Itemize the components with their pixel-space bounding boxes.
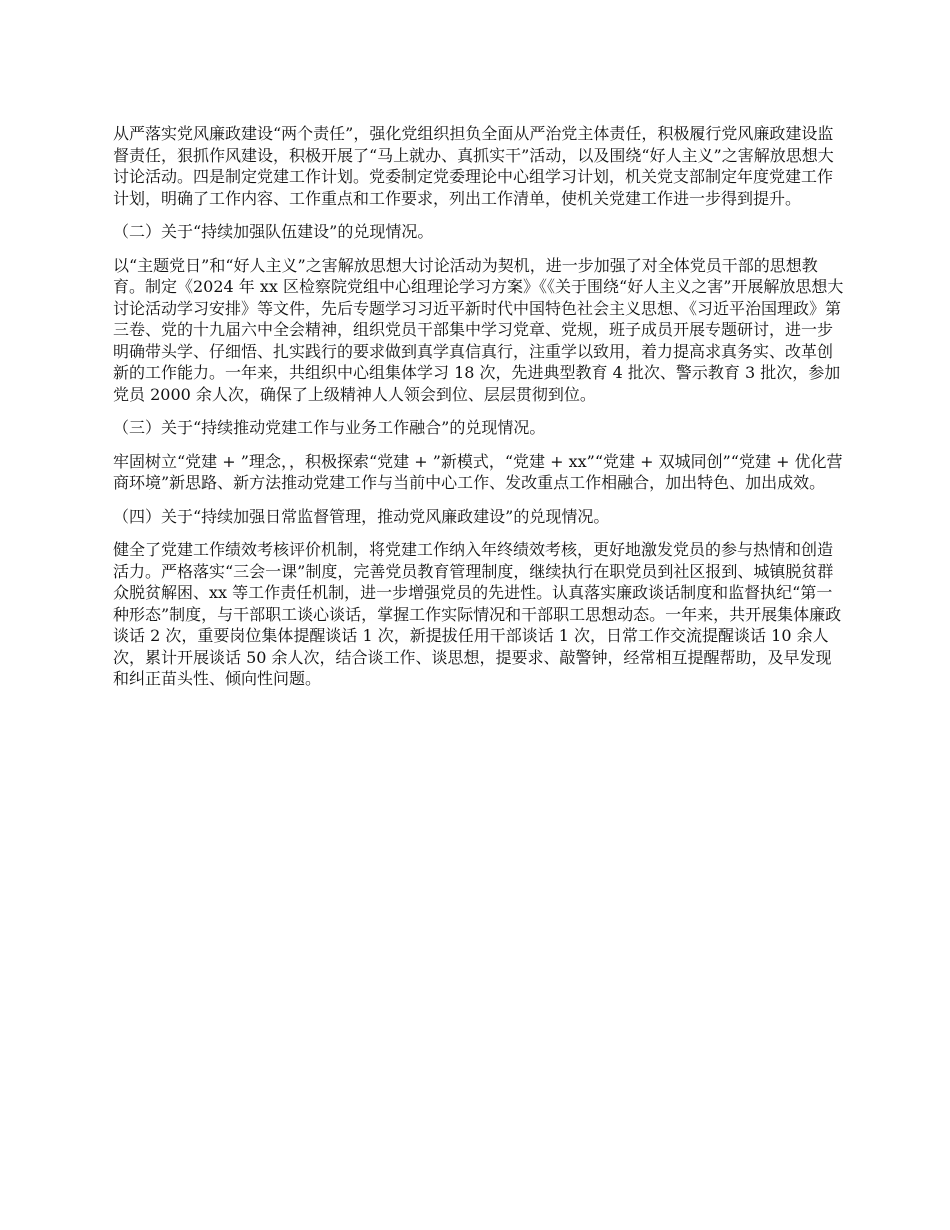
paragraph-party-responsibility: 从严落实党风廉政建设“两个责任”，强化党组织担负全面从严治党主体责任，积极履行党风廉政建设监督责任，狠抓作风建设，积极开展了“马上就办、真抓实干”活动，以及围绕“好人主义”之害解放思想大讨论活动。四是制定党建工作计划。党委制定党委理论中心组学习计划，机关党支部制定年度党建工作计划，明确了工作内容、工作重点和工作要求，列出工作清单，使机关党建工作进一步得到提升。 [113,124,834,208]
section-heading-supervision: （四）关于“持续加强日常监督管理，推动党风廉政建设”的兑现情况。 [113,506,610,526]
section-heading-team-building: （二）关于“持续加强队伍建设”的兑现情况。 [113,222,434,241]
paragraph-supervision: 健全了党建工作绩效考核评价机制，将党建工作纳入年终绩效考核，更好地激发党员的参与热情和创造活力。严格落实“三会一课”制度，完善党员教育管理制度，继续执行在职党员到社区报到、城镇脱贫群众脱贫解困、xx 等工作责任机制，进一步增强党员的先进性。认真落实廉政谈话制度和监督执纪“第一种形态”制度，与干部职工谈心谈话，掌握工作实际情况和干部职工思想动态。一年来，共开展集体廉政谈话 2 次，重要岗位集体提醒谈话 1 次，新提拔任用干部谈话 1 次，日常工作交流提醒谈话 10 余人次，累计开展谈话 50 余人次，结合谈工作、谈思想，提要求、敲警钟，经常相互提醒帮助，及早发现和纠正苗头性、倾向性问题。 [113,540,842,688]
paragraph-integration: 牢固树立“党建 + ”理念，，积极探索“党建 + ”新模式，“党建 + xx”“党建 + 双城同创”“党建 + 优化营商环境”新思路、新方法推动党建工作与当前中心工作、发改重点工作相融合，加出特色、加出成效。 [113,451,843,492]
paragraph-team-building: 以“主题党日”和“好人主义”之害解放思想大讨论活动为契机，进一步加强了对全体党员干部的思想教育。制定《2024 年 xx 区检察院党组中心组理论学习方案》《《关于围绕“好人主义之害”开展解放思想大讨论活动学习安排》等文件，先后专题学习习近平新时代中国特色社会主义思想、《习近平治国理政》第三卷、党的十九届六中全会精神，组织党员干部集中学习党章、党规，班子成员开展专题研讨，进一步明确带头学、仔细悟、扎实践行的要求做到真学真信真行，注重学以致用，着力提高求真务实、改革创新的工作能力。一年来，共组织中心组集体学习 18 次，先进典型教育 4 批次、警示教育 3 批次，参加党员 2000 余人次，确保了上级精神人人领会到位、层层贯彻到位。 [113,255,844,404]
section-heading-integration: （三）关于“持续推动党建工作与业务工作融合”的兑现情况。 [113,418,546,437]
document-body [113,123,846,702]
